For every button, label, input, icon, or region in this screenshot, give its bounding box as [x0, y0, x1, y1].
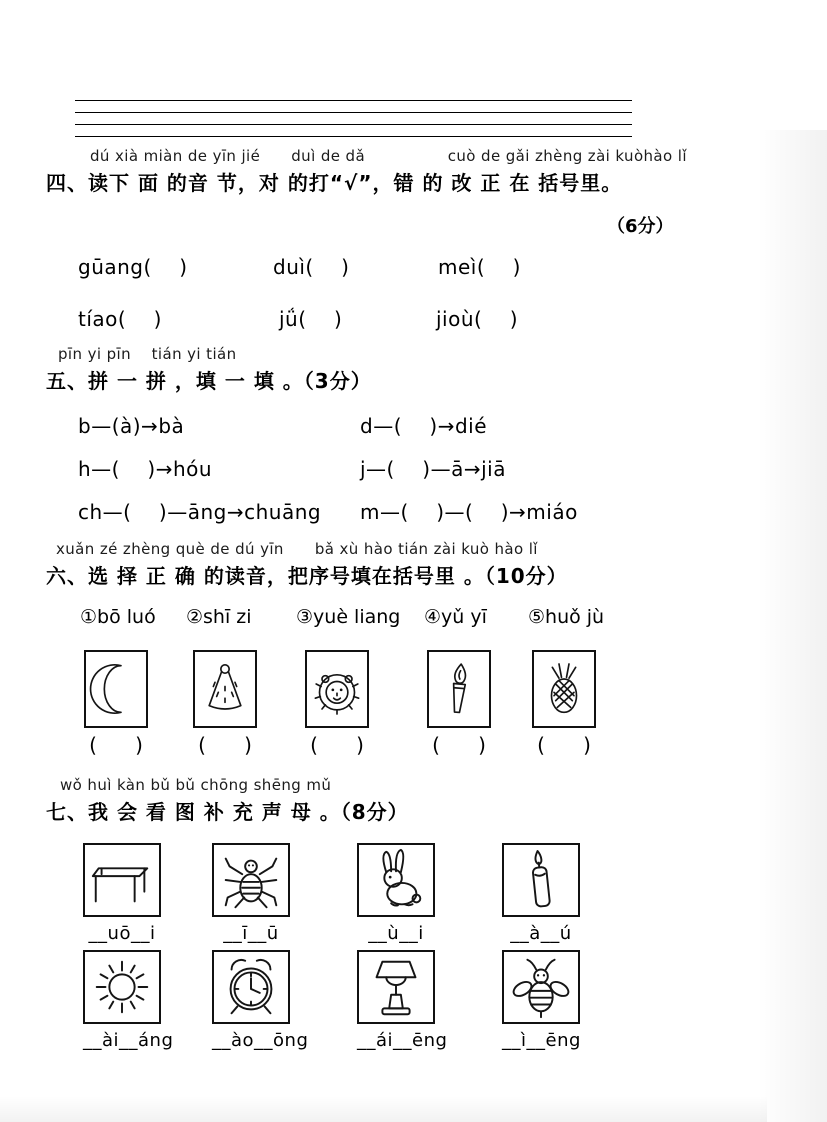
writing-line	[75, 136, 632, 137]
spelling-row: d—( )→dié	[360, 414, 488, 438]
picture-box-bee	[502, 950, 580, 1024]
pinyin-writing-grid	[75, 100, 632, 137]
picture-box-pineapple	[532, 650, 596, 728]
initials-blank-label: __ài__áng	[83, 1030, 174, 1051]
syllable-item: meì( )	[438, 255, 521, 279]
initials-blank-label: __ì__ēng	[502, 1030, 581, 1051]
syllable-item: jioù( )	[436, 307, 519, 331]
initials-blank-label: __ù__i	[368, 923, 424, 944]
initials-blank-label: __ái__ēng	[357, 1030, 448, 1051]
picture-box-moon	[84, 650, 148, 728]
spelling-row: m—( )—( )→miáo	[360, 500, 578, 524]
picture-box-torch	[427, 650, 491, 728]
picture-box-table	[83, 843, 161, 917]
picture-box-candle	[502, 843, 580, 917]
picture-box-lion	[305, 650, 369, 728]
bee-icon	[504, 952, 578, 1022]
section5-pinyin: pīn yi pīn tián yi tián	[58, 345, 237, 363]
section4-score: （6分）	[607, 216, 674, 237]
syllable-item: duì( )	[273, 255, 350, 279]
initials-blank-label: __ī__ū	[223, 923, 279, 944]
torch-icon	[429, 652, 489, 726]
picture-box-sun	[83, 950, 161, 1024]
spelling-row: j—( )—ā→jiā	[360, 457, 506, 481]
answer-bracket: ( )	[310, 733, 364, 757]
answer-bracket: ( )	[432, 733, 486, 757]
answer-bracket: ( )	[537, 733, 591, 757]
picture-box-rabbit	[357, 843, 435, 917]
section7-title: 七、我 会 看 图 补 充 声 母 。（8分）	[46, 800, 409, 824]
option-label: ④yǔ yī	[424, 606, 487, 628]
option-label: ⑤huǒ jù	[528, 606, 605, 628]
writing-line	[75, 100, 632, 101]
rabbit-icon	[359, 845, 433, 915]
option-label: ①bō luó	[80, 606, 156, 628]
answer-bracket: ( )	[198, 733, 252, 757]
section4-pinyin: dú xià miàn de yīn jié duì de dǎ cuò de gǎi zhèng zài kuòhào lǐ	[90, 147, 687, 165]
sun-icon	[85, 952, 159, 1022]
section4-title: 四、读下 面 的音 节，对 的打“√”，错 的 改 正 在 括号里。	[46, 171, 623, 195]
picture-box-raincoat	[193, 650, 257, 728]
syllable-item: jǘ( )	[279, 307, 343, 331]
table-icon	[85, 845, 159, 915]
spelling-row: b—(à)→bà	[78, 414, 185, 438]
section6-pinyin: xuǎn zé zhèng què de dú yīn bǎ xù hào tián zài kuò hào lǐ	[56, 540, 538, 558]
pineapple-icon	[534, 652, 594, 726]
writing-line	[75, 112, 632, 113]
alarm-clock-icon	[214, 952, 288, 1022]
lion-icon	[307, 652, 367, 726]
scan-edge-shadow-bottom	[0, 1096, 767, 1122]
scan-edge-shadow-right	[757, 130, 827, 1122]
initials-blank-label: __uō__i	[88, 923, 156, 944]
spider-icon	[214, 845, 288, 915]
writing-line	[75, 124, 632, 125]
desk-lamp-icon	[359, 952, 433, 1022]
initials-blank-label: __à__ú	[510, 923, 572, 944]
spelling-row: h—( )→hóu	[78, 457, 213, 481]
syllable-item: gūang( )	[78, 255, 188, 279]
candle-icon	[504, 845, 578, 915]
picture-box-spider	[212, 843, 290, 917]
answer-bracket: ( )	[89, 733, 143, 757]
option-label: ③yuè liang	[296, 606, 401, 628]
raincoat-icon	[195, 652, 255, 726]
initials-blank-label: __ào__ōng	[212, 1030, 309, 1051]
section6-title: 六、选 择 正 确 的读音，把序号填在括号里 。（10分）	[46, 564, 568, 588]
picture-box-desk-lamp	[357, 950, 435, 1024]
section5-title: 五、拼 一 拼 ，填 一 填 。（3分）	[46, 369, 372, 393]
moon-icon	[86, 652, 146, 726]
picture-box-alarm-clock	[212, 950, 290, 1024]
syllable-item: tíao( )	[78, 307, 162, 331]
spelling-row: ch—( )—āng→chuāng	[78, 500, 322, 524]
option-label: ②shī zi	[186, 606, 252, 628]
section7-pinyin: wǒ huì kàn bǔ bǔ chōng shēng mǔ	[60, 776, 332, 794]
